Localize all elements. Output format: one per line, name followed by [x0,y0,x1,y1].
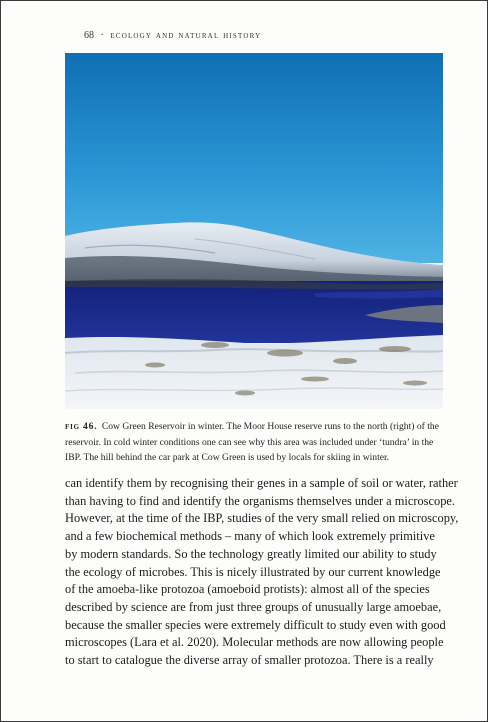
header-separator: · [100,30,104,41]
page-number: 68 [84,30,94,41]
body-line: microscopes (Lara et al. 2020). Molecular methods are now allowing people [65,635,444,650]
body-line: described by science are from just three groups of unusually large amoebae, [65,599,442,614]
body-line: of the amoeba-like protozoa (amoeboid protists): almost all of the species [65,582,430,597]
caption-line-1: Cow Green Reservoir in winter. The Moor House reserve runs to the north (right) of [101,421,425,432]
chapter-title: ecology and natural history [110,30,262,41]
body-line: can identify them by recognising their genes in a sample of soil or water, rather [65,476,458,490]
caption-line-2: the reservoir. In cold winter conditions one can see why this area was included under ‘tundra’ [65,421,439,448]
body-line: than having to find and identify the organisms themselves under a microscope. [65,493,455,508]
running-head [84,30,261,41]
body-line: and a few biochemical methods – many of which look extremely primitive [65,529,435,544]
figure-caption [65,419,445,466]
body-line: However, at the time of the IBP, studies of the very small relied on microscopy, [65,511,459,526]
body-line: the ecology of microbes. This is nicely illustrated by our current knowledge [65,564,441,579]
body-line: to start to catalogue the diverse array of smaller protozoa. There is a really [65,653,434,668]
body-text [65,475,459,670]
body-line: because the smaller species were extremely difficult to study even with good [65,617,446,632]
body-line: by modern standards. So the technology greatly limited our ability to study [65,546,437,561]
figure-label: fig 46. [65,421,98,432]
reservoir-photo [65,53,443,409]
caption-line-3: in the IBP. The hill behind the car park at Cow Green is used by locals for skiing in winter. [65,436,434,463]
